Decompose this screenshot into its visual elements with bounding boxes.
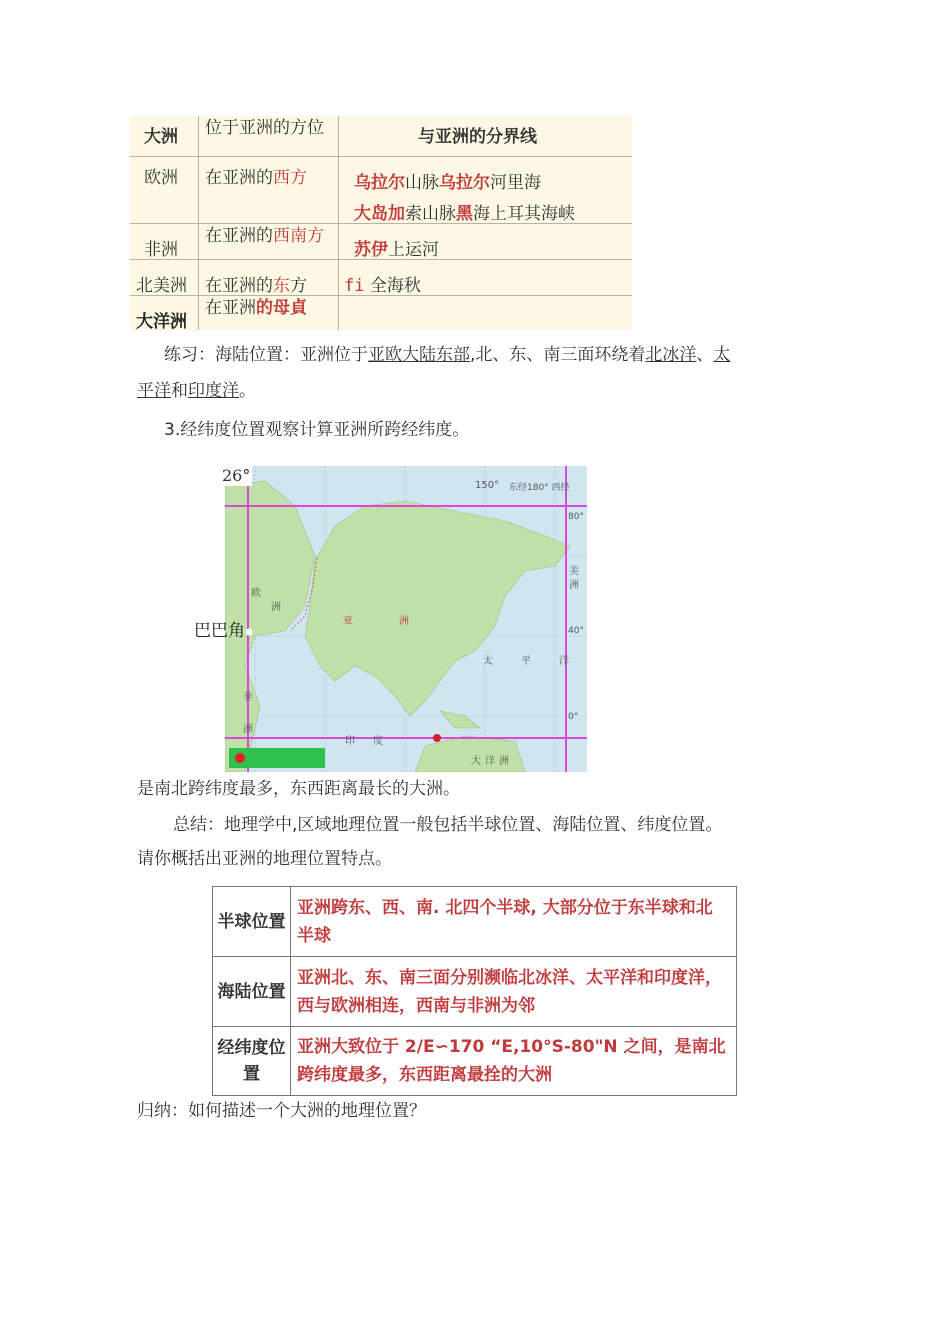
practice-line1: 练习：海陆位置：亚洲位于亚欧大陆东部,北、东、南三面环绕着北冰洋、太 — [164, 345, 731, 365]
direction-africa: 在亚洲的西南方 — [205, 226, 324, 246]
conclusion-question: 归纳：如何描述一个大洲的地理位置？ — [137, 1101, 426, 1121]
continent-africa: 非洲 — [144, 240, 178, 260]
place-label: 洲 — [569, 580, 579, 591]
row-divider — [130, 156, 632, 157]
direction-north-america: 在亚洲的东方 — [205, 276, 307, 296]
table-row — [213, 1027, 736, 1095]
row-label: 经纬度位置 — [213, 1027, 291, 1095]
top-label: 150° — [475, 480, 500, 491]
header-direction: 位于亚洲的方位 — [205, 118, 324, 138]
place-label: 亚 — [343, 616, 353, 627]
place-label: 印 — [345, 736, 355, 747]
continent-oceania: 大洋洲 — [136, 312, 187, 332]
top-label: 东经180° 西经 — [509, 483, 570, 493]
cape-label: 巴巴角 — [194, 621, 245, 641]
section-3-heading: 3.经纬度位置观察计算亚洲所跨经纬度。 — [164, 420, 470, 440]
place-label: 度 — [373, 736, 383, 747]
table-row — [213, 887, 736, 957]
place-label: 非 — [243, 692, 253, 703]
continent-boundary-table — [130, 116, 632, 330]
boundary-europe-line1: 乌拉尔山脉乌拉尔河里海 — [354, 173, 541, 193]
place-label: 欧 — [251, 588, 261, 599]
place-label: 洲 — [499, 756, 509, 767]
place-label: 洲 — [399, 616, 409, 627]
table-row — [213, 957, 736, 1027]
continent-north-america: 北美洲 — [136, 276, 187, 296]
map-corner-label: 26° — [222, 466, 251, 485]
row-value: 亚洲跨东、西、南. 北四个半球, 大部分位于东半球和北半球 — [297, 897, 713, 946]
right-label: 40° — [568, 626, 584, 636]
place-label: 洲 — [271, 602, 281, 613]
boundary-north-america: fi 全海秋 — [344, 276, 421, 296]
continent-europe: 欧洲 — [144, 168, 178, 188]
row-label: 半球位置 — [213, 887, 291, 956]
place-label: 洋 — [485, 756, 495, 767]
header-boundary: 与亚洲的分界线 — [418, 127, 537, 147]
summary-line2: 请你概括出亚洲的地理位置特点。 — [137, 849, 392, 869]
place-label: 平 — [521, 656, 531, 667]
right-label: 80° — [568, 512, 584, 522]
summary-line1: 总结：地理学中,区域地理位置一般包括半球位置、海陆位置、纬度位置。 — [173, 815, 723, 835]
practice-line2: 平洋和印度洋。 — [137, 381, 256, 401]
place-label: 美 — [569, 566, 579, 577]
place-label: 洲 — [243, 724, 253, 735]
place-label: 太 — [483, 656, 493, 667]
asia-location-table — [212, 886, 737, 1096]
row-value: 亚洲北、东、南三面分别濒临北冰洋、太平洋和印度洋，西与欧洲相连，西南与非洲为邻 — [297, 967, 722, 1016]
place-label: 洋 — [559, 656, 569, 667]
boundary-africa: 苏伊上运河 — [354, 240, 439, 260]
row-label: 海陆位置 — [213, 957, 291, 1026]
row-value: 亚洲大致位于 2/E∽170 “E,10°S-80"N 之间，是南北跨纬度最多，东西距离最拴的大洲 — [297, 1037, 726, 1085]
direction-oceania: 在亚洲的母貞 — [205, 298, 307, 318]
right-label: 0° — [568, 712, 579, 722]
place-label: 大 — [471, 756, 481, 767]
map-caption: 是南北跨纬度最多，东西距离最长的大洲。 — [137, 779, 460, 799]
direction-europe: 在亚洲的西方 — [205, 168, 307, 188]
asia-latlon-map — [225, 466, 587, 772]
header-continent: 大洲 — [144, 127, 178, 147]
boundary-europe-line2: 大岛加索山脉黑海上耳其海峡 — [354, 204, 575, 224]
